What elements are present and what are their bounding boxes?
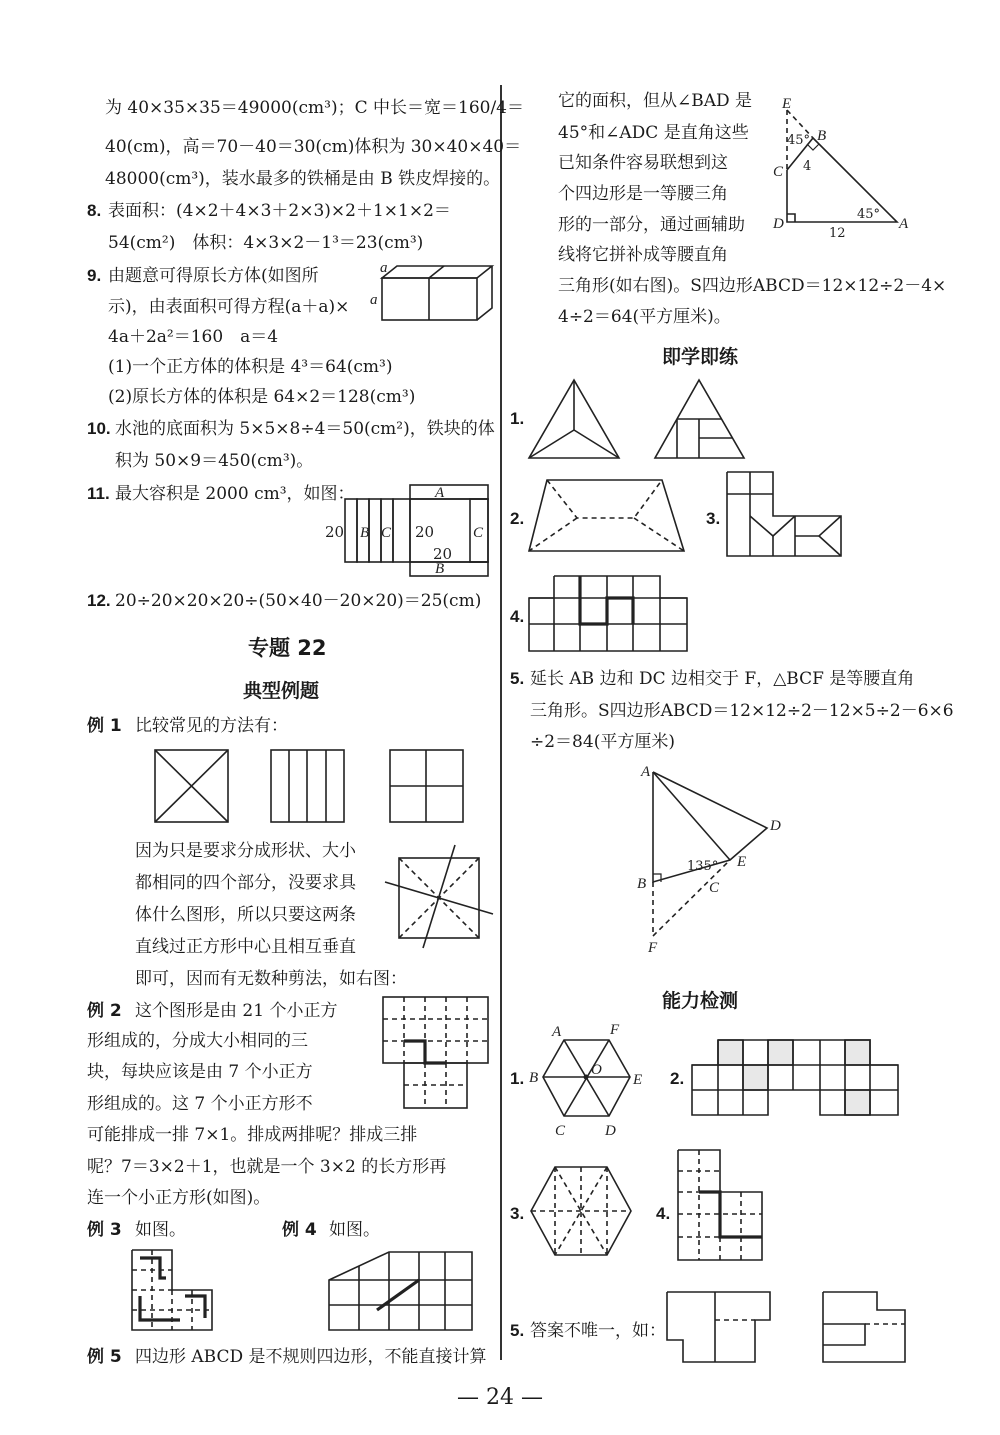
text-line: 水池的底面积为 5×5×8÷4＝50(cm²)，铁块的体 xyxy=(115,419,495,439)
text-line: 为 40×35×35＝49000(cm³)；C 中长＝宽＝160/4＝ xyxy=(105,98,524,118)
label: B xyxy=(817,128,827,144)
label: 20 xyxy=(415,523,435,541)
item-number: 9. xyxy=(87,266,102,285)
grid-21-figure xyxy=(383,995,493,1120)
text-line: 它的面积，但从∠BAD 是 xyxy=(558,91,753,111)
text-line: 4a＋2a²＝160 a＝4 xyxy=(108,327,279,347)
text-line: 块，每块应该是由 7 个小正方 xyxy=(87,1062,313,1082)
label: A xyxy=(552,1024,562,1040)
text-line: 54(cm²) 体积：4×3×2－1³＝23(cm³) xyxy=(108,233,424,253)
text-line: 线将它拼补成等腰直角 xyxy=(558,245,728,265)
text-line: (1)一个正方体的体积是 4³＝64(cm³) xyxy=(108,357,393,377)
label: C xyxy=(773,164,784,180)
label: D xyxy=(605,1123,616,1139)
label: C xyxy=(555,1123,566,1139)
text-line: 4÷2＝64(平方厘米)。 xyxy=(558,307,731,327)
text-line: 三角形(如右图)。S四边形ABCD＝12×12÷2－4× xyxy=(558,276,947,296)
text-line: 形的一部分，通过画辅助 xyxy=(558,215,745,235)
label: 45° xyxy=(857,207,881,222)
label-a: a xyxy=(370,292,378,308)
label: C xyxy=(709,880,720,896)
label: F xyxy=(648,940,658,956)
text-line: 由题意可得原长方体(如图所 xyxy=(108,266,319,286)
label: C xyxy=(381,525,392,541)
text-line: 示)，由表面积可得方程(a＋a)× xyxy=(108,297,350,317)
example-label: 例 2 xyxy=(87,1001,122,1021)
section-heading: 即学即练 xyxy=(662,346,739,368)
text-line: 形组成的，分成大小相同的三 xyxy=(87,1031,308,1051)
text-line: 积为 50×9＝450(cm³)。 xyxy=(115,451,314,471)
label: D xyxy=(773,216,784,232)
item-number: 5. xyxy=(510,669,525,688)
label: 4 xyxy=(803,159,812,174)
page-number: — 24 — xyxy=(457,1385,543,1410)
item-number: 11. xyxy=(87,484,110,503)
square-division-figures xyxy=(150,745,495,825)
item-number: 10. xyxy=(87,419,111,438)
ex3-figure xyxy=(130,1248,215,1333)
item-number: 4. xyxy=(656,1204,671,1223)
label: 45° xyxy=(787,133,811,148)
item-number: 12. xyxy=(87,591,111,610)
text-line: 因为只是要求分成形状、大小 xyxy=(135,841,356,861)
item-number: 2. xyxy=(670,1069,685,1088)
text-line: 可能排成一排 7×1。排成两排呢？排成三排 xyxy=(87,1125,418,1145)
topic-title: 专题 22 xyxy=(248,636,327,660)
item-number: 3. xyxy=(510,1204,525,1223)
text-line: 直线过正方形中心且相互垂直 xyxy=(135,937,356,957)
text-line: 答案不唯一，如： xyxy=(530,1321,666,1341)
text-line: 体什么图形，所以只要这两条 xyxy=(135,905,356,925)
example-label: 例 1 xyxy=(87,716,122,736)
item-number: 3. xyxy=(706,509,721,528)
text-line: 最大容积是 2000 cm³，如图： xyxy=(115,484,355,504)
text-line: 表面积：(4×2＋4×3＋2×3)×2＋1×1×2＝ xyxy=(108,201,451,221)
text-line: 都相同的四个部分，没要求具 xyxy=(135,873,356,893)
label: A xyxy=(641,764,651,780)
label-a: a xyxy=(380,260,388,276)
item-number: 2. xyxy=(510,509,525,528)
box-net-figure xyxy=(325,483,495,583)
text-line: 个四边形是一等腰三角 xyxy=(558,184,728,204)
text-line: (2)原长方体的体积是 64×2＝128(cm³) xyxy=(108,387,416,407)
item5-quadrilateral-figure xyxy=(635,760,795,955)
item-number: 1. xyxy=(510,409,525,428)
text-line: 已知条件容易联想到这 xyxy=(558,153,728,173)
label: B xyxy=(360,525,370,541)
section-heading: 能力检测 xyxy=(662,990,739,1012)
grid-path-figure xyxy=(676,1148,771,1266)
item-number: 1. xyxy=(510,1069,525,1088)
label: B xyxy=(435,561,445,577)
label: A xyxy=(899,216,909,232)
example-label: 例 5 xyxy=(87,1347,122,1367)
item-number: 8. xyxy=(87,201,102,220)
label: 12 xyxy=(829,226,846,241)
text-line: 即可，因而有无数种剪法，如右图： xyxy=(135,969,407,989)
item-number: 4. xyxy=(510,607,525,626)
example-label: 例 3 xyxy=(87,1220,122,1240)
label: B xyxy=(529,1070,539,1086)
ex4-figure xyxy=(327,1250,477,1335)
text-line: ÷2＝84(平方厘米) xyxy=(530,732,675,752)
label: D xyxy=(770,818,781,834)
section-heading: 典型例题 xyxy=(243,680,320,702)
label: E xyxy=(737,854,747,870)
text-line: 呢？7＝3×2＋1，也就是一个 3×2 的长方形再 xyxy=(87,1157,447,1177)
label: O xyxy=(591,1062,602,1078)
text-line: 形组成的。这 7 个小正方形不 xyxy=(87,1094,313,1114)
ex5-quadrilateral-figure xyxy=(765,92,915,242)
text-line: 如图。 xyxy=(329,1220,380,1240)
label: A xyxy=(435,485,445,501)
label: E xyxy=(633,1072,643,1088)
label: 135° xyxy=(687,859,719,874)
column-divider xyxy=(500,85,502,1360)
label: 20 xyxy=(433,545,453,563)
trapezoid-figure xyxy=(527,478,687,556)
text-line: 比较常见的方法有： xyxy=(135,716,288,736)
label: 20 xyxy=(325,523,345,541)
text-line: 40(cm)，高＝70－40＝30(cm)体积为 30×40×40＝ xyxy=(105,137,522,157)
text-line: 延长 AB 边和 DC 边相交于 F，△BCF 是等腰直角 xyxy=(530,669,915,689)
triangle-division-figures xyxy=(527,378,757,463)
label: C xyxy=(473,525,484,541)
text-line: 48000(cm³)，装水最多的铁桶是由 B 铁皮焊接的。 xyxy=(105,169,501,189)
text-line: 20÷20×20×20÷(50×40－20×20)＝25(cm) xyxy=(115,591,482,611)
grid-shading-figure xyxy=(690,1038,905,1120)
label: E xyxy=(782,96,792,112)
example-label: 例 4 xyxy=(282,1220,317,1240)
answer-shape-figures xyxy=(665,1290,915,1365)
hexagon-dashed-figure xyxy=(527,1163,637,1263)
text-line: 四边形 ABCD 是不规则四边形，不能直接计算 xyxy=(135,1347,487,1367)
item-number: 5. xyxy=(510,1321,525,1340)
text-line: 这个图形是由 21 个小正方 xyxy=(135,1001,338,1021)
text-line: 三角形。S四边形ABCD＝12×12÷2－12×5÷2－6×6 xyxy=(530,701,954,721)
text-line: 如图。 xyxy=(135,1220,186,1240)
text-line: 连一个小正方形(如图)。 xyxy=(87,1188,271,1208)
l-shape-figure xyxy=(725,470,845,560)
grid-cut-figure xyxy=(527,574,692,654)
text-line: 45°和∠ADC 是直角这些 xyxy=(558,123,749,143)
label: F xyxy=(610,1022,620,1038)
hexagon-figure xyxy=(527,1020,652,1140)
label: B xyxy=(637,876,647,892)
square-cut-figure xyxy=(385,840,495,950)
cuboid-figure xyxy=(370,258,495,328)
